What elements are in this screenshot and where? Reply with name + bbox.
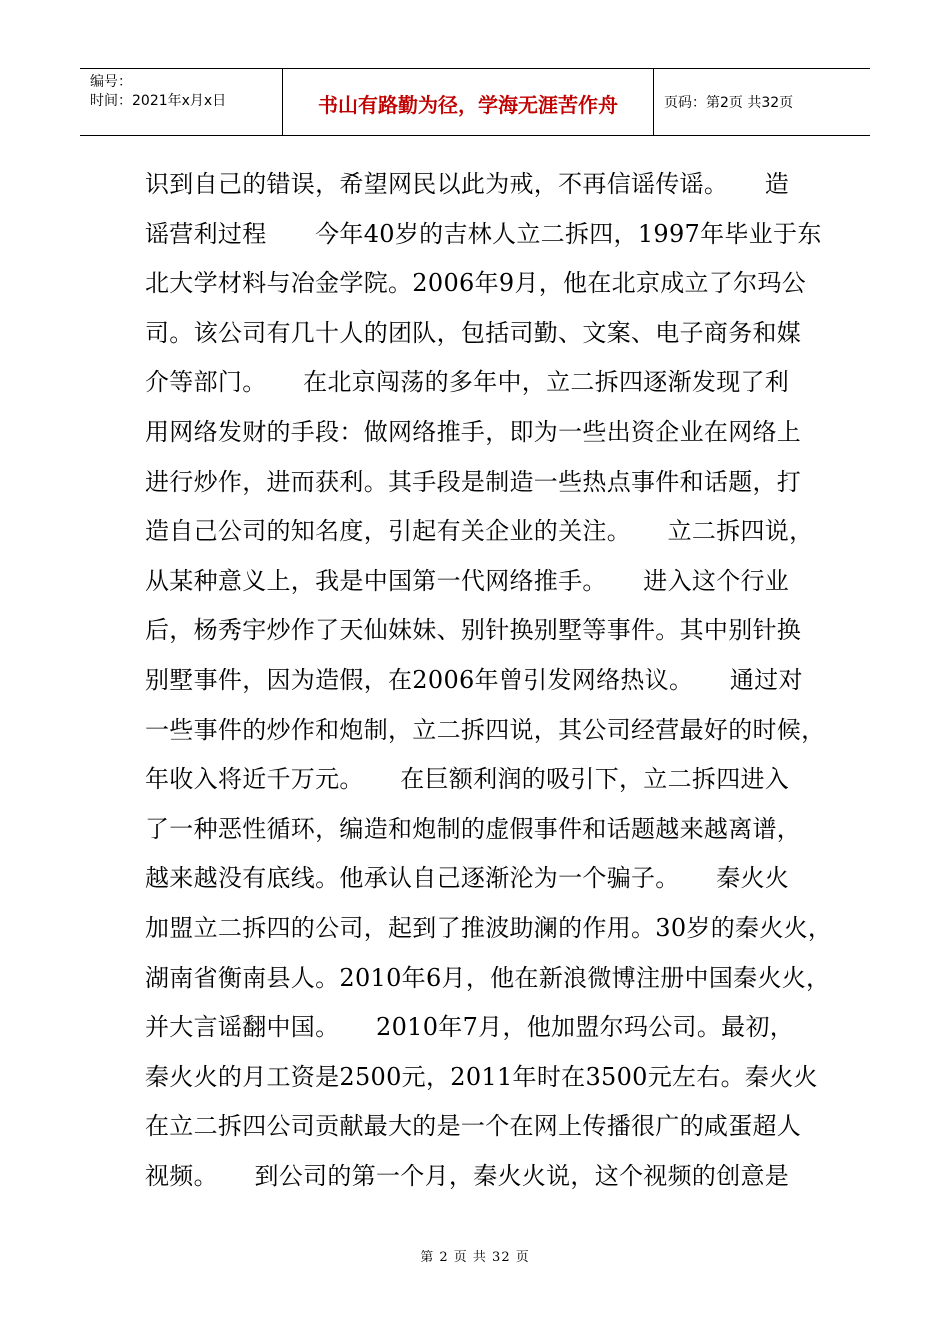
body-line: 后，杨秀宇炒作了天仙妹妹、别针换别墅等事件。其中别针换	[145, 616, 802, 645]
body-line: 了一种恶性循环，编造和炮制的虚假事件和话题越来越离谱，	[145, 814, 802, 843]
body-line: 谣营利过程 今年40岁的吉林人立二拆四，1997年毕业于东	[145, 219, 822, 248]
body-line: 一些事件的炒作和炮制，立二拆四说，其公司经营最好的时候，	[145, 715, 826, 744]
body-line: 司。该公司有几十人的团队，包括司勤、文案、电子商务和媒	[145, 318, 802, 347]
document-time-label: 时间：2021年x月x日	[90, 93, 227, 109]
body-line: 并大言谣翻中国。 2010年7月，他加盟尔玛公司。最初，	[145, 1013, 795, 1042]
body-line: 介等部门。 在北京闯荡的多年中，立二拆四逐渐发现了利	[145, 368, 790, 397]
body-line: 湖南省衡南县人。2010年6月，他在新浪微博注册中国秦火火，	[145, 963, 831, 992]
body-line: 用网络发财的手段：做网络推手，即为一些出资企业在网络上	[145, 417, 802, 446]
document-number-label: 编号：	[90, 74, 132, 90]
header-meta	[80, 69, 283, 135]
body-line: 别墅事件，因为造假，在2006年曾引发网络热议。 通过对	[145, 665, 803, 694]
body-line: 越来越没有底线。他承认自己逐渐沦为一个骗子。 秦火火	[145, 864, 790, 893]
body-line: 在立二拆四公司贡献最大的是一个在网上传播很广的咸蛋超人	[145, 1112, 802, 1141]
body-line: 从某种意义上，我是中国第一代网络推手。 进入这个行业	[145, 566, 790, 595]
body-line: 造自己公司的知名度，引起有关企业的关注。 立二拆四说，	[145, 517, 814, 546]
body-line: 北大学材料与冶金学院。2006年9月，他在北京成立了尔玛公	[145, 269, 807, 298]
document-body	[145, 160, 833, 1201]
header-motto: 书山有路勤为径，学海无涯苦作舟	[283, 69, 654, 135]
body-line: 识到自己的错误，希望网民以此为戒，不再信谣传谣。 造	[145, 170, 790, 198]
page-header	[80, 68, 870, 136]
page-footer: 第 2 页 共 32 页	[420, 1250, 530, 1265]
body-line: 进行炒作，进而获利。其手段是制造一些热点事件和话题，打	[145, 467, 802, 496]
body-line: 年收入将近千万元。 在巨额利润的吸引下，立二拆四进入	[145, 765, 790, 794]
body-line: 视频。 到公司的第一个月，秦火火说，这个视频的创意是	[145, 1161, 790, 1190]
body-line: 秦火火的月工资是2500元，2011年时在3500元左右。秦火火	[145, 1062, 818, 1091]
body-line: 加盟立二拆四的公司，起到了推波助澜的作用。30岁的秦火火，	[145, 913, 833, 942]
header-page-info: 页码：第2页 共32页	[664, 95, 794, 111]
